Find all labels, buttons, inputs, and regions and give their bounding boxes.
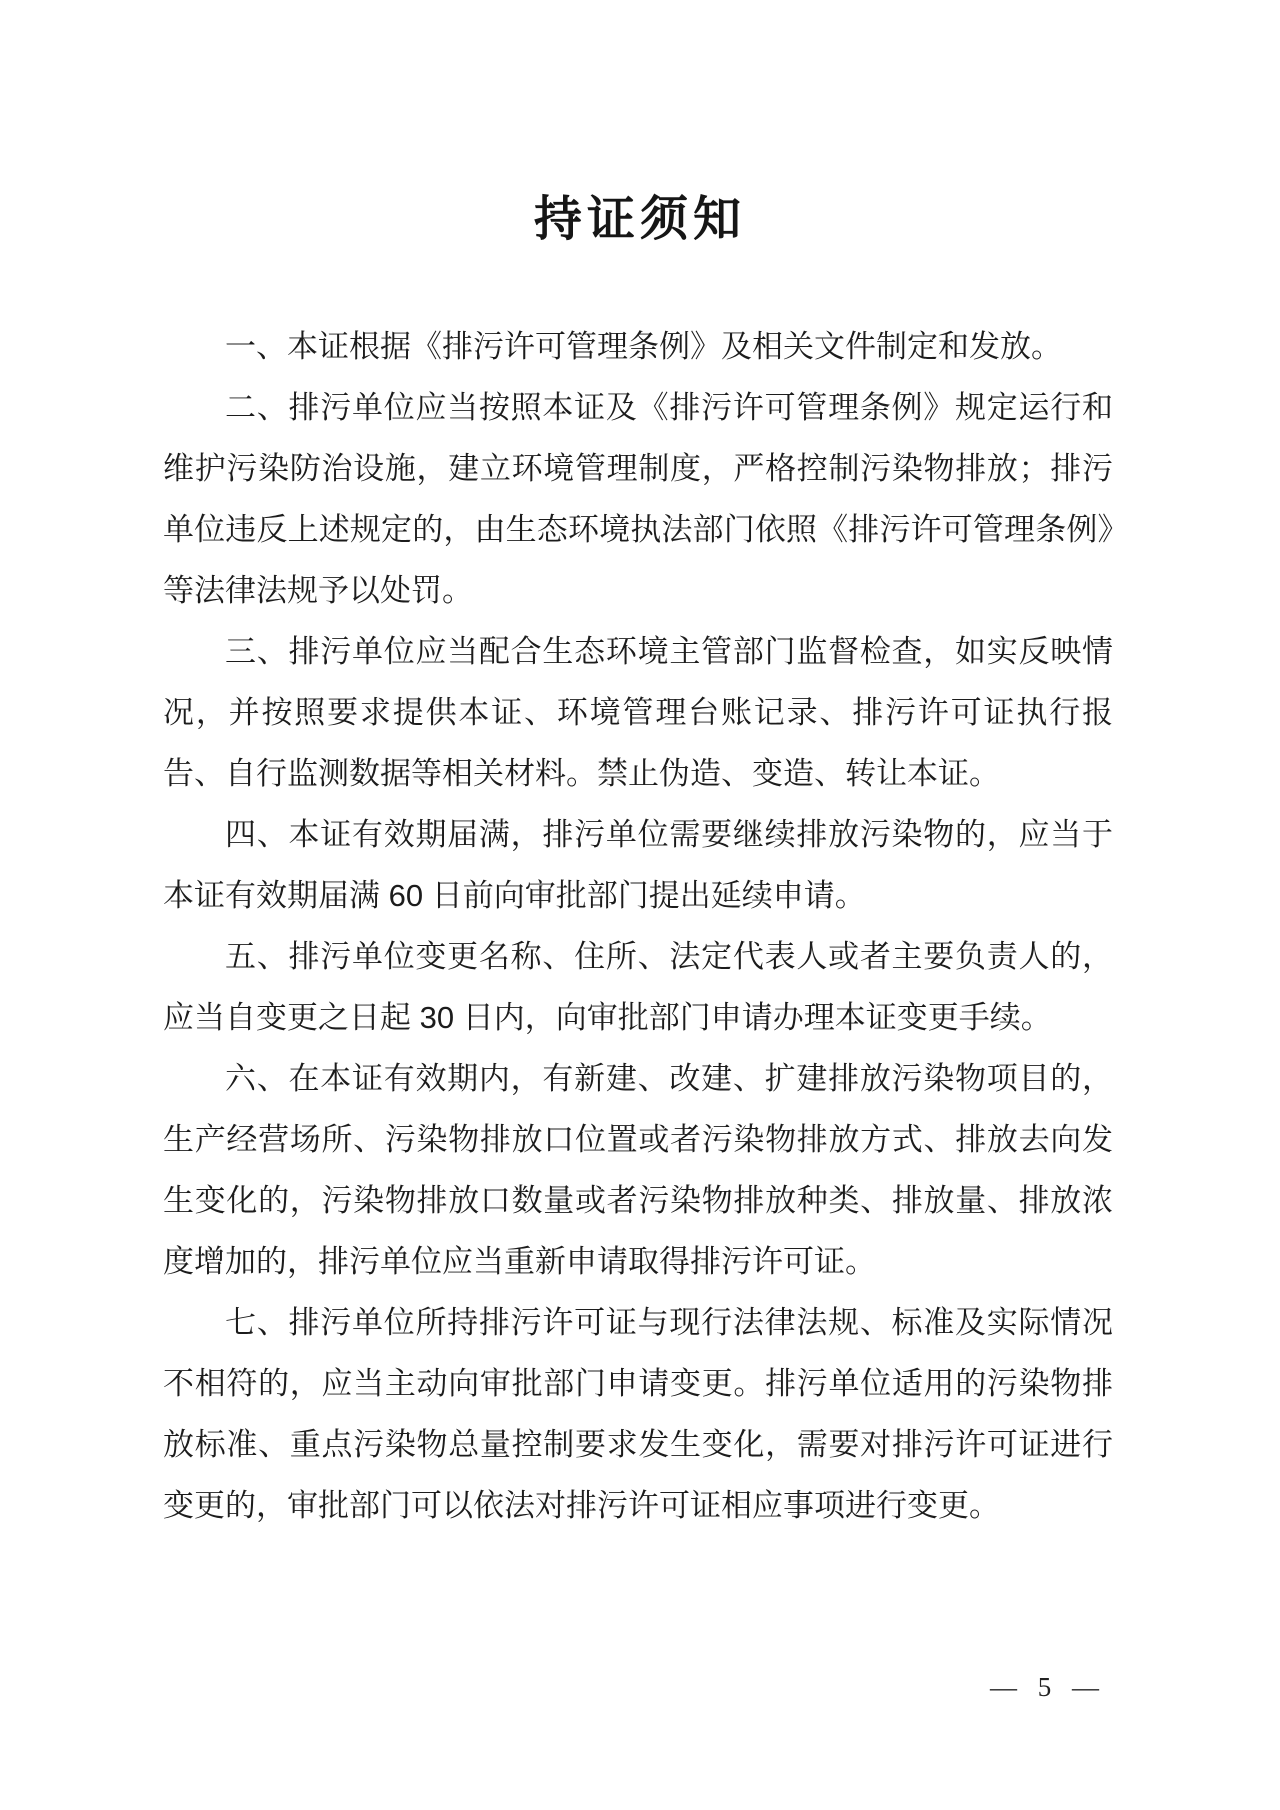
notice-paragraph-7: 七、排污单位所持排污许可证与现行法律法规、标准及实际情况不相符的，应当主动向审批部门申请变更。排污单位适用的污染物排放标准、重点污染物总量控制要求发生变化，需要对排污许可证进行变更的，审批部门可以依法对排污许可证相应事项进行变更。 — [163, 1305, 1113, 1523]
page-title: 持证须知 — [533, 193, 746, 246]
notice-paragraph-5: 五、排污单位变更名称、住所、法定代表人或者主要负责人的，应当自变更之日起 30 日内，向审批部门申请办理本证变更手续。 — [163, 939, 1113, 1035]
notice-paragraph-3: 三、排污单位应当配合生态环境主管部门监督检查，如实反映情况，并按照要求提供本证、环境管理台账记录、排污许可证执行报告、自行监测数据等相关材料。禁止伪造、变造、转让本证。 — [163, 634, 1113, 791]
notice-paragraph-1: 一、本证根据《排污许可管理条例》及相关文件制定和发放。 — [225, 329, 1062, 364]
page-number: — 5 — — [990, 1672, 1100, 1702]
notice-paragraph-4: 四、本证有效期届满，排污单位需要继续排放污染物的，应当于本证有效期届满 60 日前向审批部门提出延续申请。 — [163, 817, 1113, 913]
notice-paragraph-2: 二、排污单位应当按照本证及《排污许可管理条例》规定运行和维护污染防治设施，建立环境管理制度，严格控制污染物排放；排污单位违反上述规定的，由生态环境执法部门依照《排污许可管理条例》等法律法规予以处罚。 — [163, 390, 1113, 608]
notice-paragraph-6: 六、在本证有效期内，有新建、改建、扩建排放污染物项目的，生产经营场所、污染物排放口位置或者污染物排放方式、排放去向发生变化的，污染物排放口数量或者污染物排放种类、排放量、排放浓度增加的，排污单位应当重新申请取得排污许可证。 — [163, 1061, 1113, 1279]
notice-body — [163, 316, 1113, 1536]
